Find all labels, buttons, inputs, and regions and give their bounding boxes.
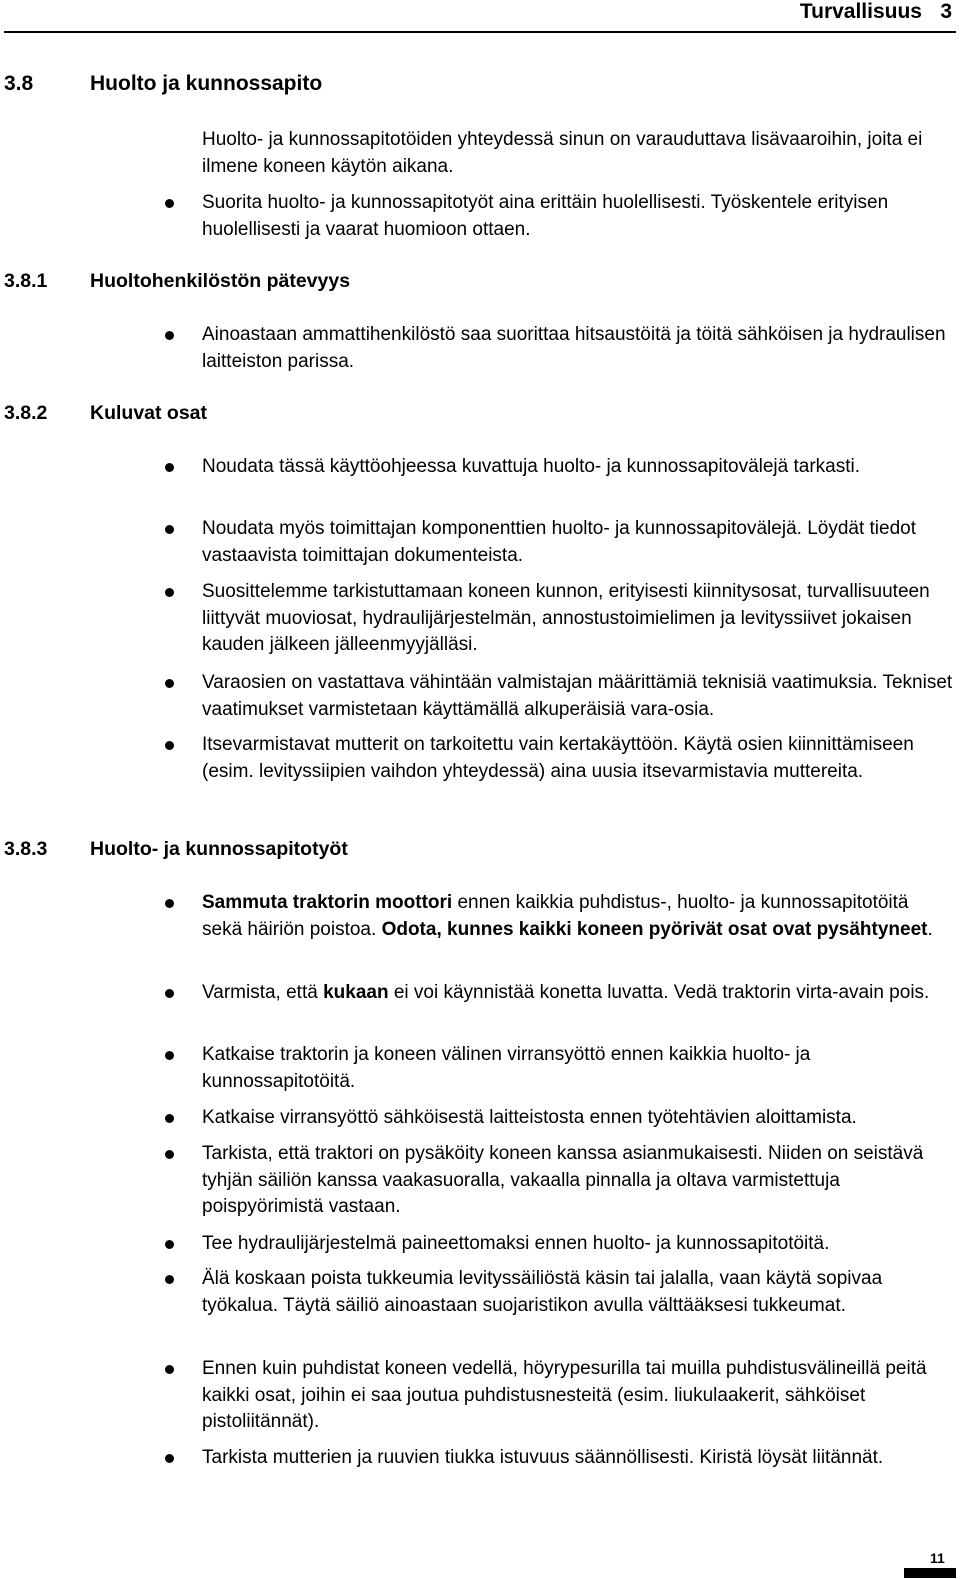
section-heading — [4, 72, 322, 96]
page-number-bar — [904, 1568, 956, 1578]
list-item — [165, 190, 953, 243]
list-item-text: Noudata myös toimittajan komponenttien huolto- ja kunnossapitovälejä. Löydät tiedot vastaavista toimittajan dokumenteista. — [202, 518, 916, 566]
bullet-icon — [165, 1365, 174, 1374]
bullet-icon — [165, 588, 174, 597]
bullet-icon — [165, 1240, 174, 1249]
page-number: 11 — [930, 1550, 945, 1566]
list-item — [165, 1105, 953, 1132]
list-item — [165, 1141, 953, 1221]
list-item-text: Sammuta traktorin moottori ennen kaikkia puhdistus-, huolto- ja kunnossapitotöitä sekä häiriön poistoa. Odota, kunnes kaikki koneen pyörivät osat ovat pysähtyneet. — [202, 892, 933, 940]
list-item — [165, 579, 953, 659]
list-item — [165, 980, 953, 1007]
emphasis-wait-parts-stopped: Odota, kunnes kaikki koneen pyörivät osat ovat pysähtyneet — [381, 918, 928, 940]
list-item — [165, 732, 953, 785]
list-item-text: Katkaise traktorin ja koneen välinen virransyöttö ennen kaikkia huolto- ja kunnossapitotöitä. — [202, 1044, 811, 1092]
subsection-title: Kuluvat osat — [90, 402, 208, 424]
list-item-text: Ennen kuin puhdistat koneen vedellä, höyrypesurilla tai muilla puhdistusvälineillä peitä kaikki osat, joihin ei saa joutua puhdistusnesteitä (esim. liukulaakerit, sähköiset pistoliitännät). — [202, 1358, 927, 1432]
header-title: Turvallisuus — [799, 0, 922, 23]
list-item — [165, 1445, 953, 1472]
subsection-heading-3-8-3 — [4, 838, 348, 861]
list-item-text: Tarkista, että traktori on pysäköity koneen kanssa asianmukaisesti. Niiden on seistävä tyhjän säiliön kanssa vaakasuoralla, vakaalla pinnalla ja oltava varmistettuja poispyörimistä vastaan. — [202, 1143, 924, 1217]
bullet-icon — [165, 679, 174, 688]
list-item — [165, 516, 953, 569]
subsection-heading-3-8-1 — [4, 270, 350, 293]
bullet-icon — [165, 525, 174, 534]
list-item-text: Tarkista mutterien ja ruuvien tiukka istuvuus säännöllisesti. Kiristä löysät liitännät. — [202, 1447, 884, 1468]
emphasis-nobody: kukaan — [323, 982, 389, 1003]
list-item-text: Suorita huolto- ja kunnossapitotyöt aina erittäin huolellisesti. Työskentele erityisen huolellisesti ja vaarat huomioon ottaen. — [202, 192, 889, 240]
bullet-icon — [165, 1051, 174, 1060]
bullet-icon — [165, 741, 174, 750]
header-chapter-number: 3 — [940, 0, 952, 23]
subsection-number: 3.8.3 — [4, 838, 48, 860]
list-item-text: Ainoastaan ammattihenkilöstö saa suorittaa hitsaustöitä ja töitä sähköisen ja hydraulisen laitteiston parissa. — [202, 324, 946, 372]
bullet-icon — [165, 1454, 174, 1463]
page-header — [0, 0, 960, 33]
list-item-text: Älä koskaan poista tukkeumia levityssäiliöstä käsin tai jalalla, vaan käytä sopivaa työkalua. Täytä säiliö ainoastaan suojaristikon avulla välttääksesi tukkeumat. — [202, 1268, 883, 1316]
list-item-text: Varmista, että kukaan ei voi käynnistää konetta luvatta. Vedä traktorin virta-avain pois. — [202, 982, 930, 1003]
list-item-text: Suosittelemme tarkistuttamaan koneen kunnon, erityisesti kiinnitysosat, turvallisuuteen liittyvät muoviosat, hydraulijärjestelmän, annostustoimielimen ja levityssiivet jokaisen kauden jälkeen jälleenmyyjälläsi. — [202, 581, 930, 655]
section-title: Huolto ja kunnossapito — [90, 72, 323, 95]
header-rule — [4, 31, 956, 33]
list-item — [165, 1356, 953, 1436]
subsection-number: 3.8.2 — [4, 402, 48, 424]
bullet-icon — [165, 899, 174, 908]
intro-paragraph: Huolto- ja kunnossapitotöiden yhteydessä sinun on varauduttava lisävaaroihin, joita ei ilmene koneen käytön aikana. — [202, 129, 923, 177]
section-number: 3.8 — [4, 72, 34, 95]
bullet-icon — [165, 1150, 174, 1159]
bullet-icon — [165, 463, 174, 472]
list-item — [165, 1266, 953, 1319]
bullet-icon — [165, 331, 174, 340]
list-item — [165, 670, 953, 723]
list-item — [165, 1231, 953, 1258]
bullet-icon — [165, 199, 174, 208]
bullet-icon — [165, 989, 174, 998]
list-item — [165, 454, 953, 481]
list-item-text: Noudata tässä käyttöohjeessa kuvattuja huolto- ja kunnossapitovälejä tarkasti. — [202, 456, 861, 477]
list-item-text: Varaosien on vastattava vähintään valmistajan määrittämiä teknisiä vaatimuksia. Tekniset vaatimukset varmistetaan käyttämällä alkuperäisiä vara-osia. — [202, 672, 953, 720]
subsection-title: Huolto- ja kunnossapitotyöt — [90, 838, 348, 860]
bullet-icon — [165, 1275, 174, 1284]
list-item-text: Tee hydraulijärjestelmä paineettomaksi ennen huolto- ja kunnossapitotöitä. — [202, 1233, 830, 1254]
subsection-heading-3-8-2 — [4, 402, 207, 425]
list-item-text: Itsevarmistavat mutterit on tarkoitettu vain kertakäyttöön. Käytä osien kiinnittämiseen (esim. levityssiipien vaihdon yhteydessä) aina uusia itsevarmistavia muttereita. — [202, 734, 914, 782]
emphasis-stop-engine: Sammuta traktorin moottori — [202, 892, 453, 913]
list-item — [165, 890, 953, 943]
subsection-title: Huoltohenkilöstön pätevyys — [90, 270, 351, 292]
list-item — [165, 1042, 953, 1095]
bullet-icon — [165, 1114, 174, 1123]
list-item — [165, 322, 953, 375]
subsection-number: 3.8.1 — [4, 270, 48, 292]
list-item-text: Katkaise virransyöttö sähköisestä laitteistosta ennen työtehtävien aloittamista. — [202, 1107, 857, 1128]
